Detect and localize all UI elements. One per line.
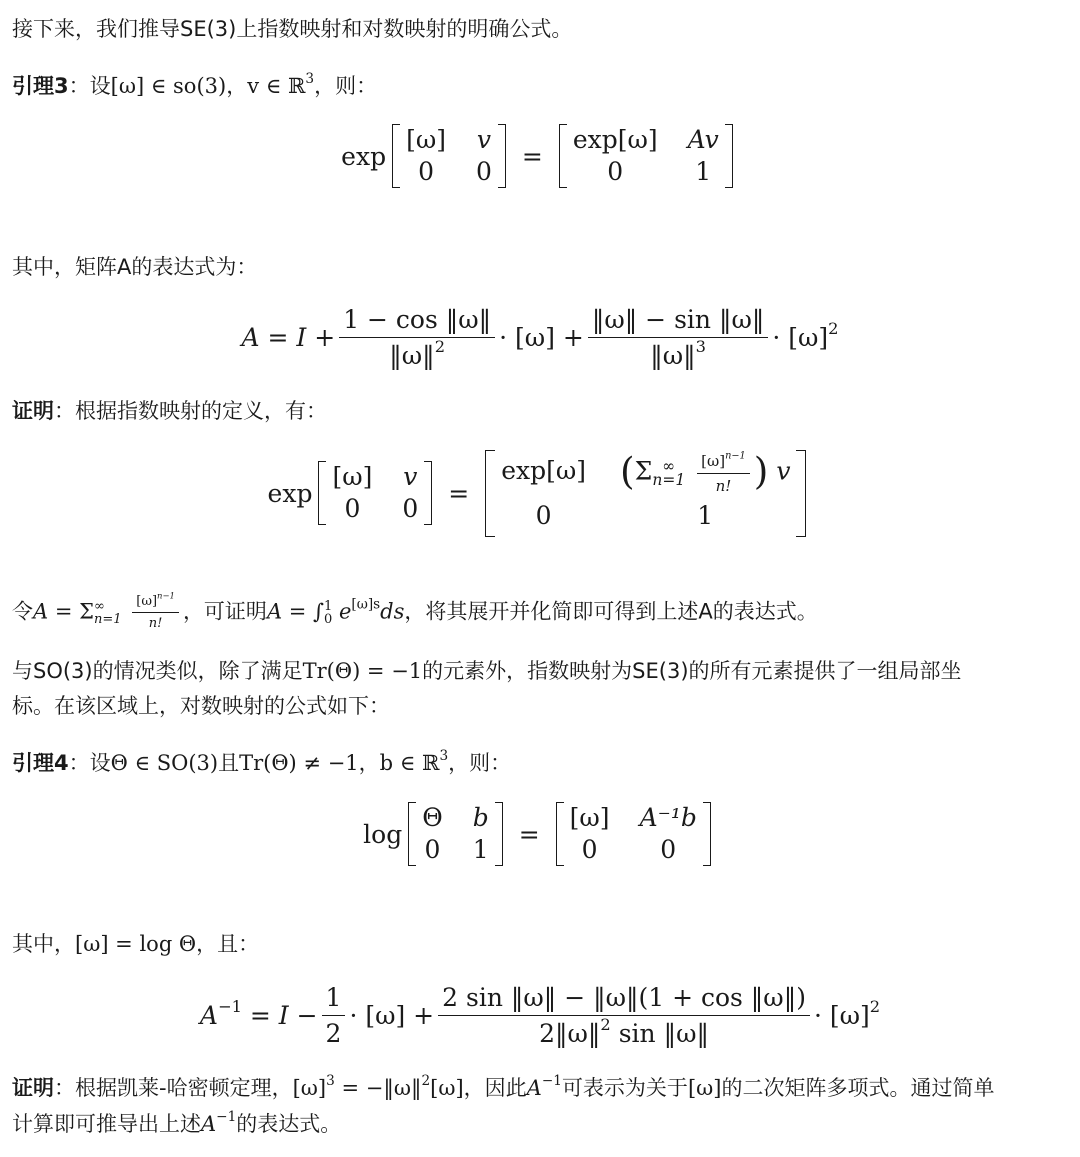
lemma3-statement (12, 69, 1068, 103)
eq2-tail: · [ω] (772, 323, 829, 352)
where-omega-a: 其中， (12, 932, 75, 956)
proof2-m5: [ω] (687, 1076, 722, 1100)
eq5-mid: · [ω] + (349, 1001, 435, 1030)
eq4-lhs-cell: b (472, 803, 489, 832)
lemma3-comma: ， (226, 74, 248, 98)
eq2-fraction-2 (588, 305, 769, 370)
where-omega-b: ，且： (196, 932, 260, 956)
let-frac-num: [ω] (136, 594, 158, 609)
eq1-lhs-cell: 0 (418, 157, 434, 186)
eq3-exp: exp (267, 478, 313, 508)
eq3-series-fraction (697, 452, 750, 495)
proof2-m1: [ω] (292, 1076, 327, 1100)
proof2-line2-m: A (201, 1112, 217, 1136)
eq4-rhs-cell: [ω] (569, 803, 610, 832)
eq5-f1-den: 2 (325, 1019, 342, 1048)
lemma4-cond1: Θ ∈ SO(3) (110, 751, 219, 775)
eq5-tail: · [ω] (813, 1001, 870, 1030)
eq3-lhs-matrix (318, 461, 432, 525)
eq5-lhs: A (199, 1001, 218, 1030)
let-int-sup: 1 (324, 598, 333, 614)
eq3-rhs-cell: exp[ω] (501, 456, 587, 485)
eq5-f2-den-b: sin ‖ω‖ (610, 1019, 709, 1048)
where-omega-text (12, 927, 1068, 961)
equation-log-se3 (0, 802, 1080, 866)
proof1-body: ：根据指数映射的定义，有： (54, 399, 327, 423)
let-int-body: e (332, 599, 352, 624)
eq5-f2-num: 2 sin ‖ω‖ − ‖ω‖(1 + cos ‖ω‖) (438, 983, 810, 1016)
proof2-d: 的二次矩阵多项式。通过简单 (721, 1076, 995, 1100)
let-frac-num-sup: n−1 (157, 590, 175, 601)
eq1-rhs-cell: Av (687, 125, 719, 154)
proof2-m4-sup: −1 (541, 1072, 562, 1089)
lemma4-cond3-sup: 3 (439, 747, 449, 764)
let-fraction (132, 590, 179, 631)
eq4-lhs-matrix (408, 802, 503, 866)
proof2-m2: = −‖ω‖ (334, 1076, 422, 1100)
eq5-rest: = I − (241, 1001, 318, 1030)
eq3-rhs-series-cell: (Σ ∞ n=1 $\frac{[\omega]^{n-1}}{n!}$ ) v (620, 449, 791, 495)
let-int: A = ∫ (266, 599, 324, 624)
eq3-rhs-cell: 1 (697, 500, 714, 530)
lemma3-cond2-sup: 3 (305, 70, 315, 87)
eq3-v: v (776, 456, 791, 486)
proof2-label: 证明 (12, 1076, 54, 1100)
eq2-lhs: A = I + (241, 323, 336, 352)
eq1-rhs-cell: 1 (695, 157, 712, 186)
equation-exp-series (0, 450, 1080, 537)
eq5-fraction-2 (438, 983, 810, 1048)
eq5-f2-den-a: 2‖ω‖ (539, 1019, 601, 1048)
let-prefix: 令 (12, 599, 33, 624)
eq3-sum-symbol: Σ (634, 456, 653, 486)
similar-math: Tr(Θ) = −1 (302, 659, 423, 683)
eq1-lhs-cell: [ω] (406, 125, 446, 154)
where-a-text: 其中，矩阵A的表达式为： (12, 255, 258, 279)
proof2-line2-a: 计算即可推导出上述 (12, 1112, 201, 1136)
lemma4-end: ，则： (448, 751, 512, 775)
equation-a-matrix (0, 305, 1080, 370)
lemma3-end: ，则： (314, 74, 378, 98)
let-end: ，将其展开并化简即可得到上述A的表达式。 (404, 599, 818, 624)
similar-line-2: 标。在该区域上，对数映射的公式如下： (12, 694, 390, 718)
eq5-f1-num: 1 (322, 983, 346, 1016)
proof2-line-1 (12, 1071, 1068, 1105)
eq3-rhs-cell: 0 (535, 500, 552, 530)
proof2-line2-b: 的表达式。 (236, 1112, 342, 1136)
similar-line-1 (12, 654, 1068, 688)
eq3-sum-sub: n=1 (652, 471, 686, 489)
intro-text: 接下来，我们推导SE(3)上指数映射和对数映射的明确公式。 (12, 17, 573, 41)
eq2-f2-den-sup: 3 (695, 336, 706, 356)
eq5-fraction-1 (322, 983, 346, 1048)
lemma4-label: 引理4 (12, 751, 69, 775)
eq4-log: log (363, 819, 403, 849)
lemma4-sep: ：设 (68, 751, 111, 775)
let-int-body-sup: [ω]s (351, 596, 381, 613)
eq2-mid: · [ω] + (499, 323, 584, 352)
lemma4-cond3: b ∈ ℝ (379, 751, 440, 775)
eq5-f2-den-sup: 2 (600, 1014, 611, 1034)
eq1-rhs-cell: exp[ω] (572, 125, 658, 154)
eq1-rhs-cell: 0 (607, 157, 624, 186)
let-a-eq: A = (33, 599, 80, 624)
lemma3-cond1: [ω] ∈ so(3) (110, 74, 227, 98)
equation-exp-se3 (0, 124, 1080, 188)
lemma4-cond2: Tr(Θ) ≠ −1 (239, 751, 359, 775)
proof2-m4: A (526, 1076, 542, 1100)
eq4-rhs-matrix (556, 802, 711, 866)
eq3-frac-num-sup: n−1 (725, 450, 746, 462)
eq3-equals: = (448, 478, 470, 508)
proof1-text (12, 394, 1068, 428)
proof2-line-2 (12, 1107, 1068, 1141)
eq2-fraction-1 (339, 305, 495, 370)
eq4-rhs-cell: 0 (660, 835, 677, 864)
eq3-frac-den: n! (715, 476, 732, 495)
eq3-lhs-cell: v (403, 462, 418, 492)
let-a-text (12, 590, 1068, 631)
eq2-f1-den: ‖ω‖ (389, 341, 435, 370)
eq2-f2-den: ‖ω‖ (650, 341, 696, 370)
similar-b: 的元素外，指数映射为SE(3)的所有元素提供了一组局部坐 (422, 659, 962, 683)
eq3-frac-num: [ω] (701, 451, 726, 470)
lemma4-statement (12, 746, 1068, 780)
lemma4-comma: ， (358, 751, 380, 775)
eq5-tail-sup: 2 (869, 996, 881, 1016)
eq2-f1-den-sup: 2 (434, 336, 446, 356)
eq2-tail-sup: 2 (828, 318, 839, 338)
eq2-f1-num: 1 − cos ‖ω‖ (339, 305, 495, 338)
let-int-sub: 0 (324, 611, 333, 627)
let-sum: Σ (79, 599, 94, 624)
eq1-exp: exp (341, 141, 387, 171)
lemma4-and: 且 (218, 751, 240, 775)
lemma3-label: 引理3 (12, 74, 69, 98)
eq3-sum-sup: ∞ (662, 457, 676, 475)
proof2-c: 可表示为关于 (561, 1076, 688, 1100)
eq1-lhs-matrix (392, 124, 506, 188)
eq4-lhs-cell: Θ (422, 803, 443, 832)
proof1-label: 证明 (12, 399, 54, 423)
similar-a: 与SO(3)的情况类似，除了满足 (12, 659, 303, 683)
eq3-rhs-matrix (485, 450, 806, 537)
eq2-f2-num: ‖ω‖ − sin ‖ω‖ (588, 305, 769, 338)
proof2-m1-sup: 3 (326, 1072, 335, 1089)
let-frac-den: n! (148, 616, 163, 631)
eq4-rhs-cell: 0 (581, 835, 598, 864)
eq3-lhs-cell: 0 (344, 494, 361, 524)
proof2-m2-sup: 2 (421, 1072, 431, 1089)
eq4-equals: = (518, 819, 540, 849)
equation-a-inverse (0, 983, 1080, 1048)
eq3-lhs-cell: 0 (402, 494, 419, 524)
where-omega-math: [ω] = log Θ (75, 932, 197, 956)
lemma3-sep: ：设 (68, 74, 111, 98)
let-sum-sup: ∞ (93, 598, 105, 614)
proof2-a: ：根据凯莱-哈密顿定理， (54, 1076, 293, 1100)
lemma3-cond2: v ∈ ℝ (247, 74, 306, 98)
eq3-lhs-cell: [ω] (332, 462, 373, 492)
eq1-lhs-cell: 0 (475, 157, 492, 186)
eq4-rhs-cell: A⁻¹b (639, 803, 697, 832)
eq1-rhs-matrix (559, 124, 733, 188)
let-ds: ds (380, 599, 405, 624)
eq5-lhs-sup: −1 (217, 996, 242, 1016)
eq4-lhs-cell: 1 (472, 835, 489, 864)
proof2-line2-sup: −1 (216, 1108, 237, 1125)
eq1-lhs-cell: v (476, 125, 491, 154)
eq4-lhs-cell: 0 (424, 835, 441, 864)
proof2-b: ，因此 (463, 1076, 527, 1100)
proof2-m3: [ω] (430, 1076, 464, 1100)
let-mid: ，可证明 (182, 599, 267, 624)
let-sum-sub: n=1 (93, 611, 122, 627)
eq1-equals: = (521, 141, 543, 171)
